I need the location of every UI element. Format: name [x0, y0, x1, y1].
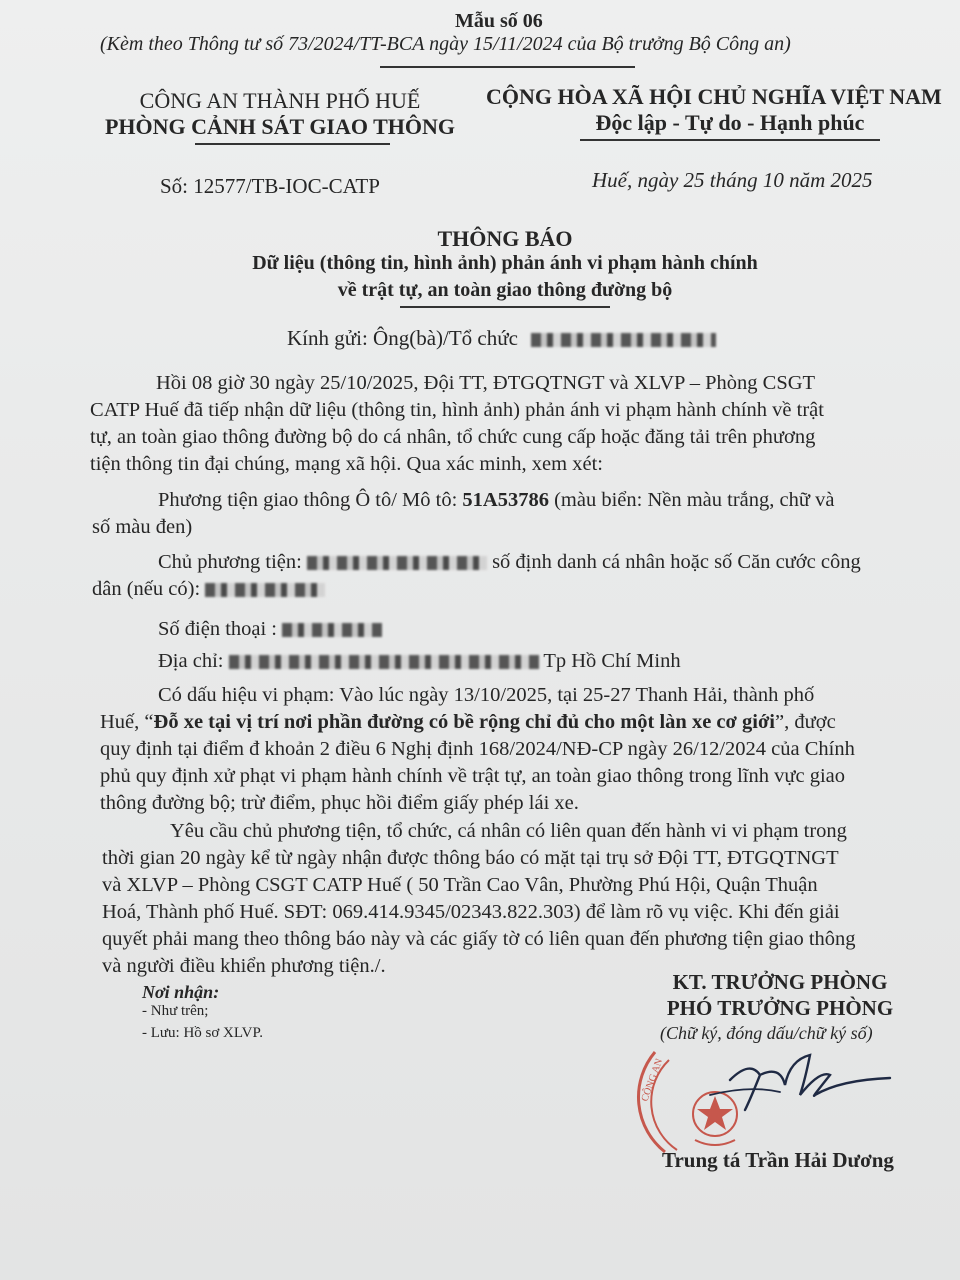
recipient-line — [287, 326, 716, 351]
header-divider — [380, 66, 635, 68]
signature-title-2: PHÓ TRƯỞNG PHÒNG — [666, 996, 894, 1020]
violation-tail: ”, được — [775, 711, 836, 733]
vehicle-line-2: số màu đen) — [92, 516, 193, 538]
nation-title: CỘNG HÒA XÃ HỘI CHỦ NGHĨA VIỆT NAM — [486, 84, 942, 109]
violation-description: Đỗ xe tại vị trí nơi phần đường có bề rộng chỉ đủ cho một làn xe cơ giới — [153, 711, 776, 733]
phone-label: Số điện thoại : — [158, 618, 278, 640]
recipient-label: Kính gửi: Ông(bà)/Tổ chức — [287, 326, 518, 350]
issuer-line-2: PHÒNG CẢNH SÁT GIAO THÔNG — [104, 114, 455, 139]
p1-line-1: Hồi 08 giờ 30 ngày 25/10/2025, Đội TT, ĐTGQTNGT và XLVP – Phòng CSGT — [156, 372, 816, 394]
request-line-1: Yêu cầu chủ phương tiện, tổ chức, cá nhân có liên quan đến hành vi vi phạm trong — [170, 820, 847, 842]
form-reference: (Kèm theo Thông tư số 73/2024/TT-BCA ngày 15/11/2024 của Bộ trưởng Bộ Công an) — [100, 33, 791, 55]
vehicle-info — [92, 487, 922, 541]
owner-line-2 — [92, 576, 922, 603]
redacted-address — [229, 655, 539, 669]
redacted-owner-name — [307, 556, 487, 570]
address-line — [158, 648, 681, 675]
signature-title-1: KT. TRƯỞNG PHÒNG — [672, 970, 888, 994]
p1-line-4: tiện thông tin đại chúng, mạng xã hội. Qua xác minh, xem xét: — [90, 453, 603, 475]
violation-line-2 — [100, 709, 920, 736]
form-number: Mẫu số 06 — [455, 10, 543, 32]
paragraph-received — [90, 370, 920, 478]
owner-label: Chủ phương tiện: — [158, 551, 302, 573]
violation-line-1: Có dấu hiệu vi phạm: Vào lúc ngày 13/10/2025, tại 25-27 Thanh Hải, thành phố — [158, 684, 815, 706]
violation-city: Huế, “ — [100, 711, 154, 733]
title-underline — [400, 306, 610, 308]
violation-paragraph — [100, 682, 920, 817]
request-line-2: thời gian 20 ngày kể từ ngày nhận được thông báo có mặt tại trụ sở Đội TT, ĐTGQTNGT — [102, 847, 839, 869]
phone-line — [158, 616, 382, 643]
violation-line-3: quy định tại điểm đ khoản 2 điều 6 Nghị định 168/2024/NĐ-CP ngày 26/12/2024 của Chính — [100, 738, 855, 760]
signer-name: Trung tá Trần Hải Dương — [662, 1148, 894, 1172]
document-number: Số: 12577/TB-IOC-CATP — [160, 174, 380, 198]
svg-text:CÔNG AN: CÔNG AN — [639, 1057, 666, 1104]
vehicle-line-1 — [92, 487, 922, 514]
plate-color-text: (màu biển: Nền màu trắng, chữ và — [548, 489, 835, 511]
recipients-item-1: - Như trên; — [142, 1003, 209, 1019]
redacted-recipient — [531, 333, 716, 347]
recipients-label: Nơi nhận: — [142, 982, 220, 1002]
signature-note: (Chữ ký, đóng dấu/chữ ký số) — [660, 1023, 873, 1043]
handwritten-signature-icon — [690, 1040, 920, 1130]
request-line-3: và XLVP – Phòng CSGT CATP Huế ( 50 Trần Cao Vân, Phường Phú Hội, Quận Thuận — [102, 874, 818, 896]
address-label: Địa chỉ: — [158, 650, 224, 672]
document-subtitle-2: về trật tự, an toàn giao thông đường bộ — [337, 279, 673, 301]
address-city: Tp Hồ Chí Minh — [543, 650, 681, 672]
p1-line-3: tự, an toàn giao thông đường bộ do cá nhân, tổ chức cung cấp hoặc đăng tải trên phương — [90, 426, 816, 448]
redacted-id-number — [205, 583, 325, 597]
p1-line-2: CATP Huế đã tiếp nhận dữ liệu (thông tin, hình ảnh) phản ánh vi phạm hành chính về trật — [90, 399, 824, 421]
owner-id-label: số định danh cá nhân hoặc số Căn cước công — [492, 551, 861, 573]
request-line-4: Hoá, Thành phố Huế. SĐT: 069.414.9345/02343.822.303) để làm rõ vụ việc. Khi đến giải — [102, 901, 840, 923]
license-plate: 51A53786 — [462, 489, 549, 511]
issuer-line-1: CÔNG AN THÀNH PHỐ HUẾ — [139, 88, 421, 113]
recipients-item-2: - Lưu: Hồ sơ XLVP. — [142, 1025, 263, 1041]
owner-line-1 — [92, 549, 922, 576]
document-subtitle-1: Dữ liệu (thông tin, hình ảnh) phản ánh vi phạm hành chính — [252, 252, 758, 274]
document-title: THÔNG BÁO — [437, 226, 573, 251]
place-and-date: Huế, ngày 25 tháng 10 năm 2025 — [592, 168, 873, 192]
issuer-underline — [195, 143, 390, 145]
id-label: dân (nếu có): — [92, 578, 201, 600]
violation-line-4: phủ quy định xử phạt vi phạm hành chính về trật tự, an toàn giao thông trong lĩnh vực giao — [100, 765, 846, 787]
vehicle-label: Phương tiện giao thông Ô tô/ Mô tô: — [158, 489, 463, 511]
redacted-phone — [282, 623, 382, 637]
motto-underline — [580, 139, 880, 141]
violation-line-5: thông đường bộ; trừ điểm, phục hồi điểm giấy phép lái xe. — [100, 792, 579, 814]
nation-motto: Độc lập - Tự do - Hạnh phúc — [595, 110, 865, 135]
request-line-6: và người điều khiển phương tiện./. — [102, 955, 386, 977]
owner-info — [92, 549, 922, 603]
request-paragraph — [102, 818, 922, 980]
request-line-5: quyết phải mang theo thông báo này và các giấy tờ có liên quan đến phương tiện giao thông — [102, 928, 856, 950]
